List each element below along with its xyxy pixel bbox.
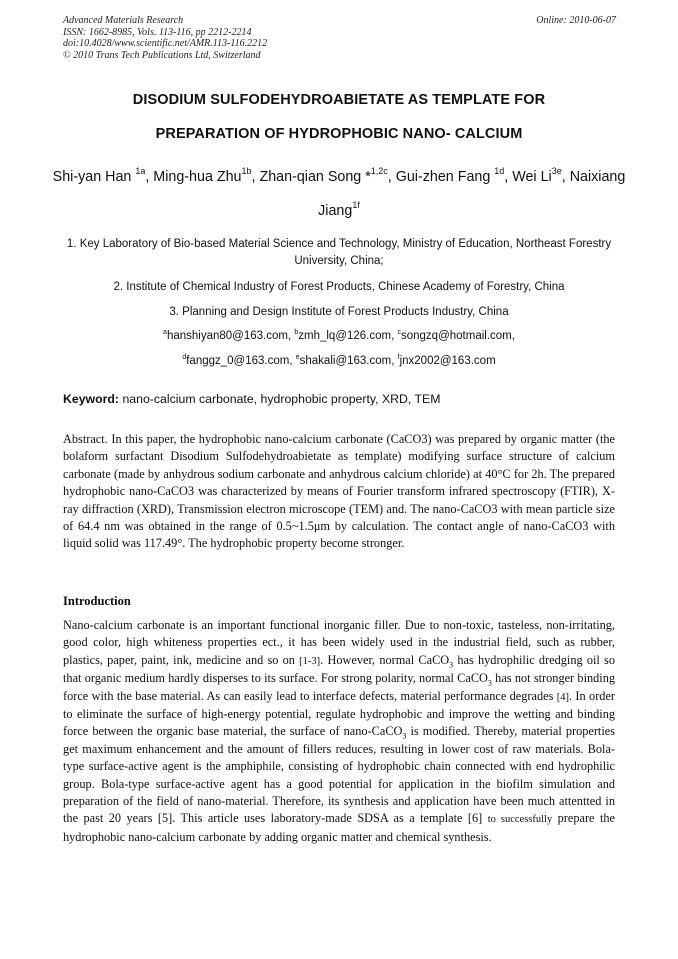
email-line-1	[58, 328, 620, 345]
keyword-label: Keyword:	[63, 392, 120, 406]
intro-text: prepare the hydrophobic nano-calcium carbonate by adding organic matter and chemical synthesis.	[63, 811, 615, 844]
section-heading-introduction: Introduction	[63, 594, 131, 608]
author-name: Shi-yan Han	[52, 169, 136, 185]
email-link[interactable]: fanggz_0@163.com,	[186, 355, 296, 367]
email-mark: d	[182, 354, 187, 362]
introduction-paragraph	[63, 617, 615, 846]
journal-copyright: © 2010 Trans Tech Publications Ltd, Switzerland	[63, 49, 261, 61]
author-name: Naixiang Jiang	[318, 169, 626, 219]
author-name: Ming-hua Zhu	[153, 169, 242, 185]
author-affiliation-mark: 1f	[352, 200, 360, 211]
intro-text: is modified. Thereby, material properties get maximum enhancement and the amount of fillers reduces, resulting in lower cost of raw materials. Bola-type surface-active agent is the amphiphile, consisting of hydrophobic chain connected with end hydrophilic group. Bola-type surface-active agent has a good potential for application in the biofilm simulation and preparation of the field of nano-material. Therefore, its synthesis and application have been much attentted in the past 20 years [5]. This article uses laboratory-made SDSA as a template [6]	[63, 724, 615, 826]
intro-text: Nano-calcium carbonate is an important functional inorganic filler. Due to non-toxic, tasteless, non-irritating, good color, high whiteness properties ect., it has been widely used in the industrial field, such as rubber, plastics, paper, paint, ink, medicine and so on	[63, 618, 615, 667]
subscript: 3	[449, 660, 454, 670]
intro-text: . In order to eliminate the surface of high-energy potential, regulate hydrophobic and improve the wetting and binding force between the organic base material, the surface of nano-CaCO	[63, 688, 615, 739]
author-name: Gui-zhen Fang	[395, 169, 495, 185]
paper-title-line-1: DISODIUM SULFODEHYDROABIETATE AS TEMPLATE FOR	[132, 92, 546, 108]
email-mark: c	[397, 329, 401, 337]
keyword-text: nano-calcium carbonate, hydrophobic property, XRD, TEM	[119, 392, 441, 406]
journal-doi: doi:10.4028/www.scientific.net/AMR.113-116.2212	[63, 38, 268, 49]
email-mark: b	[294, 329, 299, 337]
email-mark: a	[163, 329, 167, 337]
affiliation-3: 3. Planning and Design Institute of Forest Products Industry, China	[169, 306, 509, 318]
intro-text: has hydrophilic dredging oil so that organic medium hardly disperses to its surface. For strong polarity, normal CaCO	[63, 652, 615, 686]
author-name: Zhan-qian Song *	[259, 169, 371, 185]
author-separator: ,	[145, 169, 154, 185]
abstract-paragraph: Abstract. In this paper, the hydrophobic nano-calcium carbonate (CaCO3) was prepared by organic matter (the bolaform surfactant Disodium Sulfodehydroabietate as template) modifying surface structure of calcium carbonate (made by anhydrous sodium carbonate and anhydrous calcium chloride) at 40°C for 2h. The prepared hydrophobic nano-CaCO3 was characterized by means of Fourier transform infrared spectroscopy (FTIR), X-ray diffraction (XRD), Transmission electron microscope (TEM) and. The nano-CaCO3 with mean particle size of 64.4 nm was obtained in the range of 0.5~1.5μm by calculation. The contact angle of nano-CaCO3 with liquid solid was 117.49°. The hydrophobic property become stronger.	[63, 432, 615, 551]
author-list	[50, 160, 628, 228]
journal-issn: ISSN: 1662-8985, Vols. 113-116, pp 2212-2214	[63, 26, 252, 38]
author-affiliation-mark: 1b	[241, 166, 252, 177]
affiliation-1: 1. Key Laboratory of Bio-based Material Science and Technology, Ministry of Education, Northeast Forestry University, China;	[66, 238, 612, 267]
citation-ref: [4]	[556, 691, 569, 703]
email-link[interactable]: hanshiyan80@163.com,	[166, 330, 295, 342]
email-link[interactable]: zmh_lq@126.com,	[298, 330, 398, 342]
author-separator: ,	[504, 169, 513, 185]
author-separator: ,	[387, 169, 396, 185]
author-name: Wei Li	[512, 169, 552, 185]
email-mark: e	[295, 354, 300, 362]
subscript: 3	[487, 678, 492, 688]
author-separator: ,	[251, 169, 260, 185]
email-mark: f	[397, 354, 400, 362]
subscript: 3	[402, 731, 407, 741]
intro-text: has not stronger binding force with the base material. As can easily lead to interface defects, material performance degrades	[63, 671, 615, 703]
author-affiliation-mark: 1a	[135, 166, 146, 177]
journal-header	[63, 15, 267, 61]
author-affiliation-mark: 3e	[551, 166, 562, 177]
author-separator: ,	[561, 169, 570, 185]
email-line-2	[58, 353, 620, 370]
intro-text-small: to successfully	[487, 814, 553, 826]
email-link[interactable]: songzq@hotmail.com,	[401, 330, 515, 342]
keywords	[63, 392, 441, 406]
author-affiliation-mark: 1,2c	[370, 166, 388, 177]
journal-name: Advanced Materials Research	[63, 15, 184, 26]
citation-ref: [1-3]	[299, 655, 321, 667]
intro-text: . However, normal CaCO	[320, 652, 450, 667]
online-date: Online: 2010-06-07	[536, 15, 616, 26]
email-link[interactable]: shakali@163.com,	[299, 355, 398, 367]
paper-title-line-2: PREPARATION OF HYDROPHOBIC NANO- CALCIUM	[155, 126, 523, 142]
author-affiliation-mark: 1d	[494, 166, 505, 177]
affiliation-2: 2. Institute of Chemical Industry of Forest Products, Chinese Academy of Forestry, China	[113, 281, 565, 293]
email-link[interactable]: jnx2002@163.com	[399, 355, 496, 367]
